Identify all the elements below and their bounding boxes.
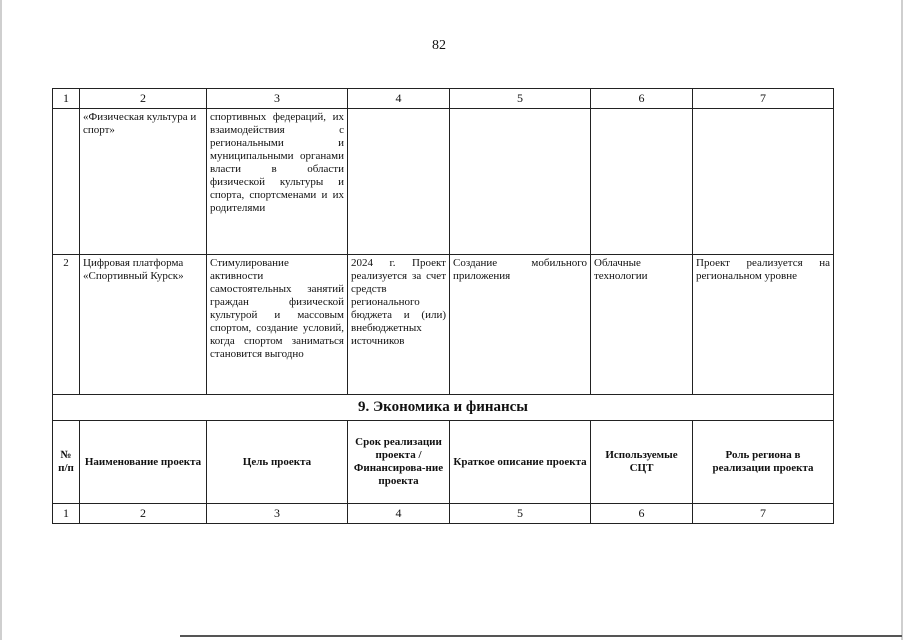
table-header-row	[53, 421, 834, 504]
scan-edge-left	[0, 0, 2, 640]
col-number: 3	[207, 89, 348, 109]
cell-technologies: Облачные технологии	[591, 255, 693, 395]
col-number: 6	[591, 89, 693, 109]
cell-goal: Стимулирование активности самостоятельных занятий граждан физической культурой и массовым спортом, создание условий, когда спортом заниматься становится выгодно	[207, 255, 348, 395]
col-number: 5	[450, 504, 591, 524]
projects-table	[52, 88, 834, 524]
section-title-row	[53, 395, 834, 421]
cell-goal: спортивных федераций, их взаимодействия с региональными и муниципальными органами власти в области физической культуры и спорта, спортсменами и их родителями	[207, 109, 348, 255]
col-number: 3	[207, 504, 348, 524]
cell-technologies	[591, 109, 693, 255]
cell-description	[450, 109, 591, 255]
table-row-continued	[53, 109, 834, 255]
scan-edge-bottom	[180, 635, 902, 637]
cell-deadline: 2024 г. Проект реализуется за счет средств регионального бюджета и (или) внебюджетных источников	[348, 255, 450, 395]
col-number: 7	[693, 504, 834, 524]
cell-num: 2	[53, 255, 80, 395]
col-number: 7	[693, 89, 834, 109]
cell-role	[693, 109, 834, 255]
col-number: 6	[591, 504, 693, 524]
table-row	[53, 255, 834, 395]
col-number: 2	[80, 504, 207, 524]
cell-project-name: «Физическая культура и спорт»	[80, 109, 207, 255]
section-title: 9. Экономика и финансы	[53, 395, 834, 421]
col-number: 4	[348, 89, 450, 109]
column-number-row-bottom	[53, 504, 834, 524]
cell-role: Проект реализуется на региональном уровне	[693, 255, 834, 395]
header-technologies: Используемые СЦТ	[591, 421, 693, 504]
col-number: 5	[450, 89, 591, 109]
header-deadline: Срок реализации проекта / Финансирова-ние проекта	[348, 421, 450, 504]
header-goal: Цель проекта	[207, 421, 348, 504]
col-number: 1	[53, 89, 80, 109]
cell-project-name: Цифровая платформа «Спортивный Курск»	[80, 255, 207, 395]
header-num: № п/п	[53, 421, 80, 504]
header-role: Роль региона в реализации проекта	[693, 421, 834, 504]
cell-description: Создание мобильного приложения	[450, 255, 591, 395]
scan-edge-right	[901, 0, 903, 640]
page-number: 82	[432, 38, 446, 53]
col-number: 2	[80, 89, 207, 109]
column-number-row-top	[53, 89, 834, 109]
header-description: Краткое описание проекта	[450, 421, 591, 504]
cell-deadline	[348, 109, 450, 255]
header-project-name: Наименование проекта	[80, 421, 207, 504]
col-number: 1	[53, 504, 80, 524]
col-number: 4	[348, 504, 450, 524]
cell-num	[53, 109, 80, 255]
